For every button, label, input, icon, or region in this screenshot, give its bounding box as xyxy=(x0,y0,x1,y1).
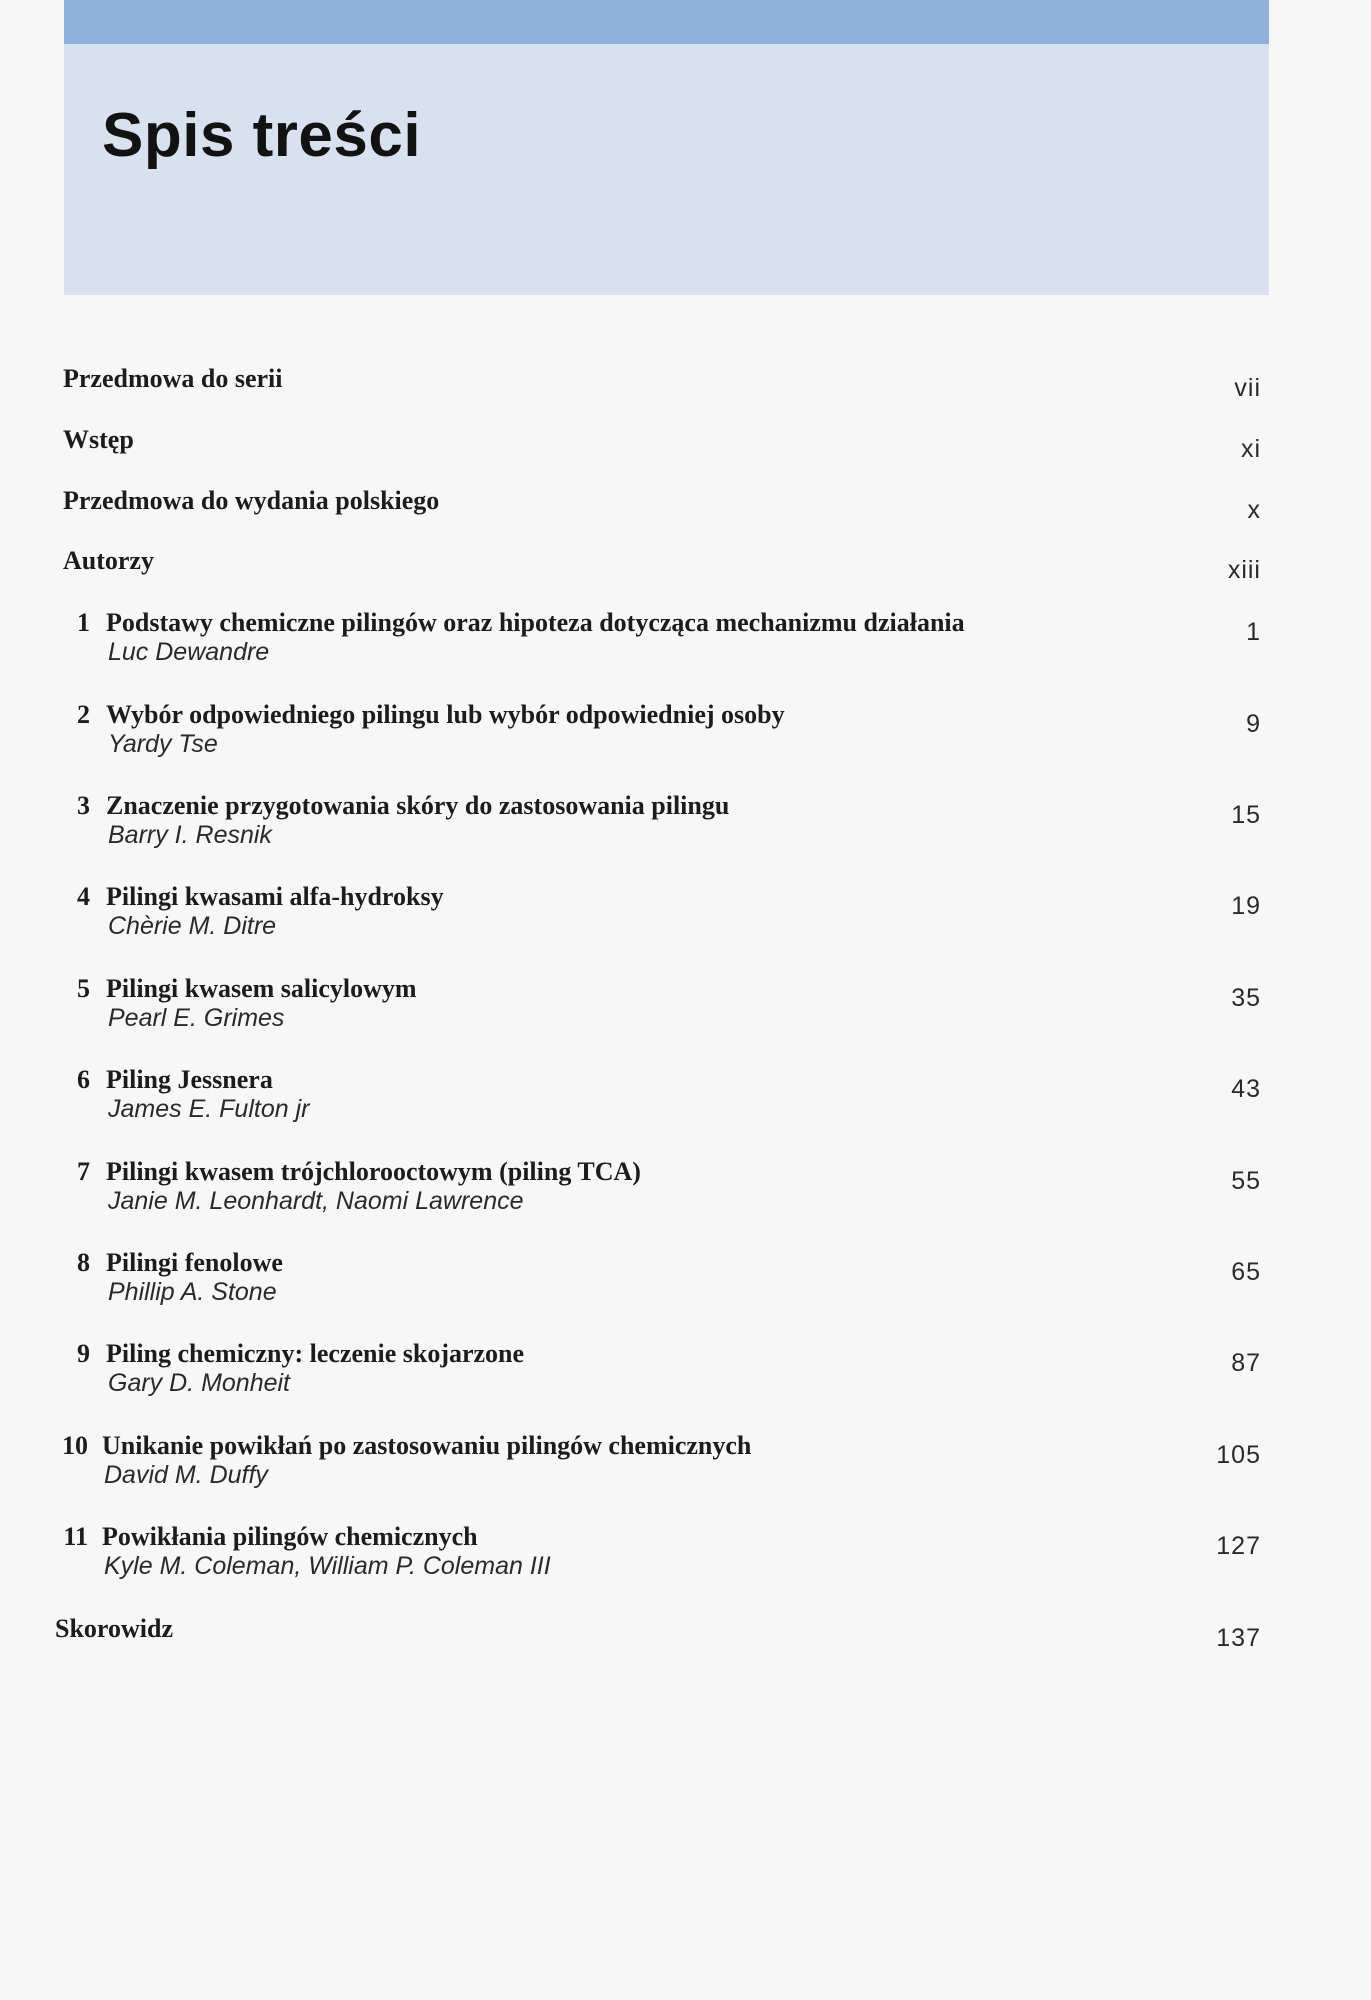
entry-page: xi xyxy=(1240,435,1261,463)
chapter-number: 1 xyxy=(77,608,90,637)
chapter-number: 4 xyxy=(77,882,90,911)
chapter-number: 3 xyxy=(77,791,90,820)
chapter-author: Chèrie M. Ditre xyxy=(108,912,277,940)
chapter-author: Luc Dewandre xyxy=(108,638,270,666)
chapter-author: Barry I. Resnik xyxy=(108,821,272,849)
chapter-number: 2 xyxy=(77,700,90,729)
chapter-title: Powikłania pilingów chemicznych xyxy=(102,1522,478,1551)
entry-title: Skorowidz xyxy=(55,1614,173,1643)
entry-page: vii xyxy=(1234,374,1261,402)
chapter-author: Phillip A. Stone xyxy=(108,1278,277,1306)
chapter-number: 9 xyxy=(77,1339,90,1368)
chapter-author: James E. Fulton jr xyxy=(108,1095,310,1123)
chapter-title: Pilingi kwasem salicylowym xyxy=(106,974,417,1003)
chapter-number: 5 xyxy=(77,974,90,1003)
chapter-page: 9 xyxy=(1246,710,1261,738)
entry-title: Przedmowa do wydania polskiego xyxy=(63,486,440,515)
chapter-page: 87 xyxy=(1231,1349,1261,1377)
chapter-page: 127 xyxy=(1216,1532,1261,1560)
chapter-number: 7 xyxy=(77,1157,90,1186)
entry-page: xiii xyxy=(1227,556,1261,584)
chapter-title: Piling chemiczny: leczenie skojarzone xyxy=(106,1339,525,1368)
chapter-page: 1 xyxy=(1246,618,1261,646)
chapter-title: Znaczenie przygotowania skóry do zastosowania pilingu xyxy=(106,791,730,820)
chapter-title: Wybór odpowiedniego pilingu lub wybór odpowiedniej osoby xyxy=(106,700,785,729)
entry-page: 137 xyxy=(1216,1624,1261,1652)
chapter-author: Yardy Tse xyxy=(108,730,218,758)
chapter-author: Gary D. Monheit xyxy=(108,1369,291,1397)
chapter-page: 19 xyxy=(1231,892,1261,920)
chapter-page: 15 xyxy=(1231,801,1261,829)
chapter-title: Pilingi fenolowe xyxy=(106,1248,283,1277)
chapter-number: 10 xyxy=(62,1431,88,1460)
chapter-number: 8 xyxy=(77,1248,90,1277)
entry-title: Wstęp xyxy=(63,425,134,454)
chapter-author: David M. Duffy xyxy=(104,1461,268,1489)
chapter-page: 55 xyxy=(1231,1167,1261,1195)
chapter-number: 6 xyxy=(77,1065,90,1094)
entry-title: Przedmowa do serii xyxy=(63,364,283,393)
page-title: Spis treści xyxy=(102,101,422,170)
chapter-author: Kyle M. Coleman, William P. Coleman III xyxy=(104,1552,551,1580)
chapter-title: Pilingi kwasem trójchlorooctowym (piling TCA) xyxy=(106,1157,641,1186)
chapter-title: Unikanie powikłań po zastosowaniu pilingów chemicznych xyxy=(102,1431,752,1460)
chapter-page: 65 xyxy=(1231,1258,1261,1286)
chapter-author: Janie M. Leonhardt, Naomi Lawrence xyxy=(108,1187,524,1215)
chapter-title: Pilingi kwasami alfa-hydroksy xyxy=(106,882,444,911)
chapter-title: Podstawy chemiczne pilingów oraz hipoteza dotycząca mechanizmu działania xyxy=(106,608,965,637)
chapter-page: 105 xyxy=(1216,1441,1261,1469)
chapter-title: Piling Jessnera xyxy=(106,1065,273,1094)
chapter-page: 43 xyxy=(1231,1075,1261,1103)
chapter-page: 35 xyxy=(1231,984,1261,1012)
chapter-number: 11 xyxy=(63,1522,88,1551)
entry-title: Autorzy xyxy=(63,546,154,575)
entry-page: x xyxy=(1247,496,1261,524)
chapter-author: Pearl E. Grimes xyxy=(108,1004,285,1032)
